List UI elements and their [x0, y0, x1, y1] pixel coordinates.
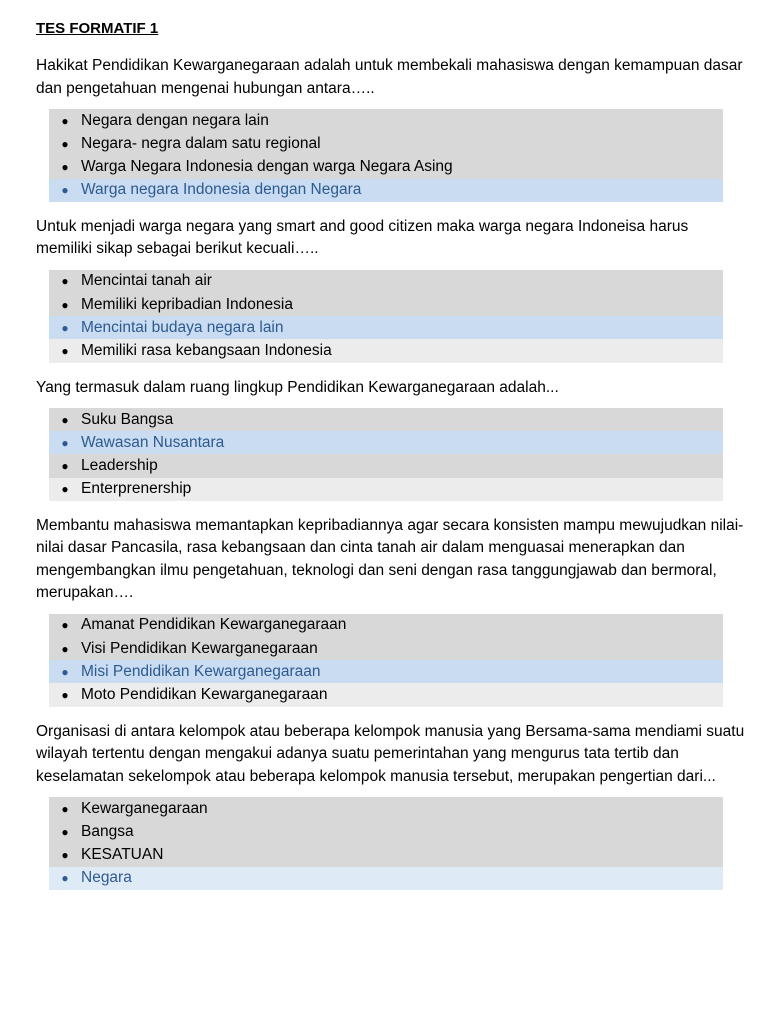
list-item-highlighted[interactable]: [49, 316, 723, 339]
list-item[interactable]: [49, 614, 723, 637]
options-list-5: [49, 797, 723, 890]
bullet-icon: ●: [61, 847, 69, 862]
bullet-icon: ●: [61, 320, 69, 335]
bullet-icon: ●: [61, 641, 69, 656]
option-text: Suku Bangsa: [81, 410, 174, 428]
option-text: Warga negara Indonesia dengan Negara: [81, 181, 362, 199]
list-item[interactable]: [49, 109, 723, 132]
option-text: Leadership: [81, 456, 158, 474]
option-text: Wawasan Nusantara: [81, 433, 225, 451]
bullet-icon: ●: [61, 871, 69, 886]
option-text: Kewarganegaraan: [81, 799, 208, 817]
option-text: Visi Pendidikan Kewarganegaraan: [81, 639, 318, 657]
bullet-icon: ●: [61, 297, 69, 312]
option-text: Amanat Pendidikan Kewarganegaraan: [81, 616, 347, 634]
bullet-icon: ●: [61, 458, 69, 473]
bullet-icon: ●: [61, 687, 69, 702]
question-3: Yang termasuk dalam ruang lingkup Pendidikan Kewarganegaraan adalah...: [36, 378, 559, 396]
list-item[interactable]: [49, 820, 723, 843]
bullet-icon: ●: [61, 664, 69, 679]
option-text: Bangsa: [81, 822, 134, 840]
list-item[interactable]: [49, 843, 723, 866]
question-1: Hakikat Pendidikan Kewarganegaraan adalah untuk membekali mahasiswa dengan kemampuan dasar dan pengetahuan mengenai hubungan antara…..: [36, 57, 743, 97]
list-item[interactable]: [49, 339, 723, 362]
bullet-icon: ●: [61, 618, 69, 633]
question-2: Untuk menjadi warga negara yang smart and good citizen maka warga negara Indoneisa harus memiliki sikap sebagai berikut kecuali…..: [36, 217, 689, 258]
option-text: KESATUAN: [81, 845, 164, 863]
option-text: Warga Negara Indonesia dengan warga Negara Asing: [81, 157, 453, 175]
bullet-icon: ●: [61, 482, 69, 497]
bullet-icon: ●: [61, 435, 69, 450]
option-text: Moto Pendidikan Kewarganegaraan: [81, 685, 328, 703]
bullet-icon: ●: [61, 824, 69, 839]
page-title: TES FORMATIF 1: [36, 20, 159, 37]
options-list-1: [49, 109, 723, 202]
option-text: Enterprenership: [81, 480, 192, 498]
options-list-2: [49, 270, 723, 363]
question-4: Membantu mahasiswa memantapkan kepribadiannya agar secara konsisten mampu mewujudkan nilai-nilai dasar Pancasila, rasa kebangsaan dan cinta tanah air dalam menguasai menerapkan dan mengembangkan ilmu pengetahuan, teknologi dan seni dengan rasa tanggungjawab dan bermoral, merupakan….: [36, 516, 744, 602]
bullet-icon: ●: [61, 113, 69, 128]
option-text: Negara: [81, 869, 132, 887]
document-page: [36, 18, 748, 904]
list-item[interactable]: [49, 408, 723, 431]
list-item[interactable]: [49, 637, 723, 660]
option-text: Negara- negra dalam satu regional: [81, 134, 321, 152]
option-text: Mencintai tanah air: [81, 272, 212, 290]
question-5: Organisasi di antara kelompok atau beberapa kelompok manusia yang Bersama-sama mendiami suatu wilayah tertentu dengan mengakui adanya suatu pemerintahan yang mengurus tata tertib dan keselamatan sekelompok atau beberapa kelompok manusia tersebut, merupakan pengertian dari...: [36, 722, 745, 785]
bullet-icon: ●: [61, 159, 69, 174]
option-text: Negara dengan negara lain: [81, 111, 269, 129]
list-item[interactable]: [49, 797, 723, 820]
bullet-icon: ●: [61, 801, 69, 816]
bullet-icon: ●: [61, 136, 69, 151]
list-item-highlighted[interactable]: [49, 431, 723, 454]
list-item[interactable]: [49, 683, 723, 706]
bullet-icon: ●: [61, 343, 69, 358]
options-list-3: [49, 408, 723, 501]
bullet-icon: ●: [61, 274, 69, 289]
option-text: Memiliki rasa kebangsaan Indonesia: [81, 341, 332, 359]
list-item-highlighted[interactable]: [49, 660, 723, 683]
option-text: Memiliki kepribadian Indonesia: [81, 295, 293, 313]
option-text: Misi Pendidikan Kewarganegaraan: [81, 662, 321, 680]
option-text: Mencintai budaya negara lain: [81, 318, 284, 336]
options-list-4: [49, 614, 723, 707]
list-item[interactable]: [49, 155, 723, 178]
list-item[interactable]: [49, 132, 723, 155]
list-item-highlighted[interactable]: [49, 179, 723, 202]
list-item-highlighted[interactable]: [49, 867, 723, 890]
list-item[interactable]: [49, 454, 723, 477]
list-item[interactable]: [49, 270, 723, 293]
list-item[interactable]: [49, 478, 723, 501]
bullet-icon: ●: [61, 183, 69, 198]
bullet-icon: ●: [61, 412, 69, 427]
list-item[interactable]: [49, 293, 723, 316]
